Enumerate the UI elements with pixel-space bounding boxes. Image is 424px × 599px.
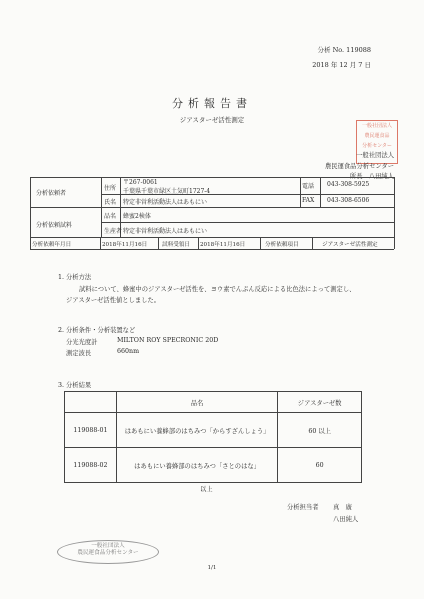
- organization-seal: [57, 540, 159, 564]
- postal-code: 〒267-0061: [123, 179, 158, 186]
- phone-label: 電話: [302, 183, 315, 190]
- name-label: 氏名: [104, 199, 117, 206]
- receipt-date-label: 試料受領日: [162, 242, 190, 248]
- sample-label: 分析依頼試料: [36, 222, 73, 229]
- analysis-number: 分析 No. 119088: [317, 46, 371, 54]
- address-value: 千葉県千葉市緑区土気町1727-4: [123, 188, 211, 195]
- sample-name: はあもにい養蜂部のはちみつ「からすざんしょう」: [116, 413, 277, 448]
- phone-value: 043-308-5925: [327, 181, 370, 188]
- page-title: 分析報告書: [172, 97, 252, 110]
- table-header-cell: [65, 392, 117, 413]
- table-row: [65, 448, 362, 483]
- page-subtitle: ジアスターゼ活性測定: [179, 116, 245, 124]
- method-text-line: 試料について、蜂蜜中のジアスターゼ活性を、ヨウ素でんぷん反応による比色法によって測定し、: [79, 286, 356, 293]
- fax-label: FAX: [302, 197, 315, 204]
- report-date: 2018 年 12 月 7 日: [312, 61, 371, 69]
- wavelength-value: 660nm: [117, 348, 140, 355]
- producer-label: 生産者: [104, 228, 123, 235]
- end-mark: 以上: [200, 486, 213, 493]
- results-table: [64, 391, 362, 483]
- issuer-director: 所長 八田純人: [349, 173, 394, 180]
- request-item-value: ジアスターゼ活性測定: [322, 242, 378, 248]
- diastase-value: 60 以上: [278, 413, 362, 448]
- seal-org: 一般社団法人: [91, 543, 125, 549]
- table-header-cell: ジアスターゼ数: [278, 392, 362, 413]
- issuer-center: 農民運食品分析センター: [324, 163, 394, 170]
- request-item-label: 分析依頼項目: [265, 242, 299, 248]
- method-heading: 1. 分析方法: [58, 274, 92, 281]
- table-header-cell: 品名: [116, 392, 277, 413]
- receipt-date-value: 2018年11月16日: [200, 242, 246, 248]
- sample-id: 119088-02: [65, 448, 117, 483]
- stamp-line: 分析センター: [362, 143, 392, 149]
- conditions-heading: 2. 分析条件・分析装置など: [58, 327, 136, 334]
- request-date-label: 分析依頼年月日: [32, 242, 72, 248]
- diastase-value: 60: [278, 448, 362, 483]
- wavelength-label: 測定波長: [66, 350, 92, 357]
- seal-center: 農民運食品分析センター: [77, 550, 139, 556]
- table-header-row: [65, 392, 362, 413]
- method-text-line: ジアスターゼ活性値としました。: [66, 297, 161, 304]
- address-label: 住所: [104, 185, 117, 192]
- page-number: 1/1: [207, 565, 217, 571]
- photometer-value: MILTON ROY SPECRONIC 20D: [117, 337, 219, 344]
- client-name: 特定非営利活動法人はあもにい: [123, 199, 208, 206]
- stamp-line: 一般社団法人: [361, 123, 392, 129]
- producer-value: 特定非営利活動法人はあもにい: [123, 228, 208, 235]
- second-analyst-name: 八田純人: [333, 516, 359, 523]
- photometer-label: 分光光度計: [66, 339, 98, 346]
- analyst-label: 分析担当者: [287, 504, 319, 511]
- item-name-label: 品名: [104, 213, 117, 220]
- item-name-value: 蜂蜜2検体: [123, 213, 151, 220]
- results-heading: 3. 分析結果: [58, 382, 92, 389]
- issuer-organization: 一般社団法人: [356, 152, 394, 159]
- fax-value: 043-308-6506: [327, 197, 370, 204]
- requester-label: 分析依頼者: [36, 190, 67, 197]
- request-date-value: 2018年11月16日: [102, 242, 148, 248]
- table-row: [65, 413, 362, 448]
- sample-name: はあもにい養蜂部のはちみつ「さとのはな」: [116, 448, 277, 483]
- stamp-line: 農民運食品: [364, 133, 390, 139]
- sample-id: 119088-01: [65, 413, 117, 448]
- analyst-name: 真 廣: [333, 504, 352, 511]
